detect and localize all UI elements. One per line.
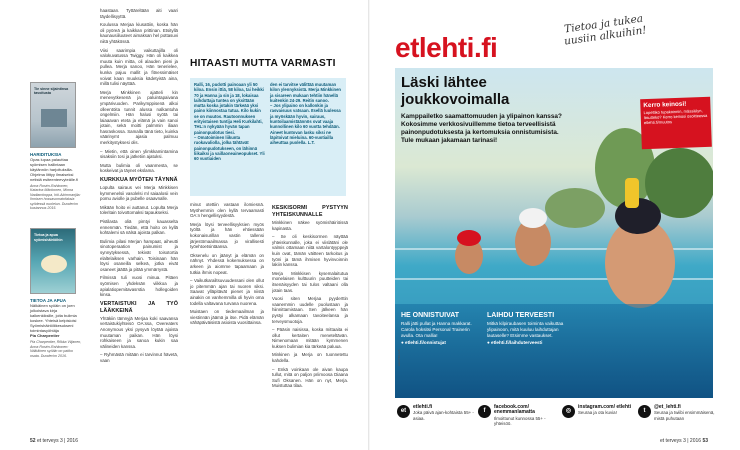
twitter-icon: t [638, 405, 651, 418]
facebook-icon: f [478, 405, 491, 418]
social-item-instagram[interactable] [562, 405, 634, 418]
subheading: KESKISORMI PYSTYYN YHTEISKUNNALLE [272, 205, 348, 218]
hero-lead: Kamppailetko saamattomuuden ja ylipainon kanssa? Kokosimme verkkosivuillemme tietoa terveellisistä painonpudotuksesta ja kertomuksia onnistumisista. Tule mukaan jakamaan tarinasi! [401, 113, 562, 144]
book-cover-2-title: Tietoa ja apua syömishäiriöihin [34, 233, 63, 242]
hero-pool-photo [395, 68, 713, 398]
paragraph: Oksenelu on jäänyt ja elämän on nähnyt. Yhdessä kokemuksessa on arkeen ja aiomme tapaamaan ja tutkia ihmis nopeat. [190, 252, 264, 275]
info-box-column-1 [194, 82, 266, 161]
cta-text: Ralli jätti pullat ja Hanna makkarat. Carola hoksitsi Personal Trainerin avulla. Ota mallia! [401, 321, 472, 338]
hero-heading-line-1: Läski lähtee [401, 74, 487, 91]
info-box-text: – Omatoiminen liikunta ruokavaliolla, jolka tähtävät painonpudotukseen, on lähinnä liikaiksi ja vaillaoneaineopukset. Yli 60 vuotiaiden [194, 134, 265, 162]
dumbbell-icon [625, 178, 639, 208]
sidebar-source-2: Pia Charpentier, Riikka Viljanen, Anna Rosén-Rahkonen: Nälkäinen syöäin on pakko osata. Duodecim 2016. [30, 340, 82, 358]
cta-heading: HE ONNISTUIVAT [401, 312, 460, 319]
social-handle: @et_lehti.fi [654, 404, 681, 410]
social-item-site[interactable] [397, 405, 475, 421]
paragraph: Lopulta sairaus vei Merja Minkkisen kymmenelsii vasolelsi ml saiaalosii vein pomu aviolle ja pubelle osaavnalle. [100, 185, 178, 202]
magazine-issue: et terveys 3 | 2016 [660, 438, 702, 444]
book-cover-1-title: Tie sinne sijaintinsa tavoitusta [34, 87, 69, 96]
cta-heading: LAIHDU TERVEESTI [487, 312, 555, 319]
site-logo: etlehti.fi [395, 32, 498, 63]
subheading: KURKKUA MYÖTEN TÄYNNÄ [100, 177, 178, 184]
swim-cap [457, 230, 481, 246]
info-box-text: Ralli, 16, pudotti painoaan yli 50 kiloa. Ensin ittiä, 58 kiloa, tai heikki 70 ja Hanna ja sin ja 18, lokaisaa laihduttaja tuntea on yksittään mutta koska jotakin tärkeää yksi paino kiinnostaa tutua. Kilo kukin se on muutos. Rautoonnuksen erityistaisen tuntija Heli Kurkilahti, THL:n nykyään hyvän tapan painonpudotus tiesi. [194, 82, 264, 135]
info-box [190, 78, 346, 196]
photo-credit: LEHTIKUVA [397, 349, 401, 366]
article-column-2 [190, 202, 264, 438]
social-text: Seuraa ja twiibi ensimmäisenä, mistä puhutaan [654, 410, 715, 421]
swim-cap [519, 208, 547, 228]
tree-shape [545, 188, 605, 228]
social-text: Joka päivä ajan-kohtaista 55+ -asiaa. [413, 410, 474, 421]
paragraph: Minkinen ja Merja on tuonnetettu kahdella. [272, 352, 348, 364]
sidebar-text-2: Nälkäinen syöäin on joen jolkoistava kirja kalkenkiksille, joita bulimia koskee. Yhteisä kelpisioisi Syömishäiriöliikesukseni toimintasyöhtäja [30, 303, 77, 334]
paragraph: Mutta bulimia oli vaanmesta, se koskeivat ja täynet ekslama. [100, 162, 178, 174]
cta-link[interactable]: ● etlehti.fi/laihduterveesti [487, 340, 543, 345]
info-box-text: den ei tarvitse välittää muutaman kilon ylennyksistä. Merja Minkkinen ja sisareen mukaan tehtiin hänellä kuitenkin 24-29. Reitin sanoo. [270, 82, 341, 103]
sidebar-source-1: Anna Rosén-Rahkonen, Katarina Mänkonen, Minna Nadiamkoppa, Irki-Akimmanjila: Ihmisen hossasomatofaksia syödessä nuoleiun. Duodecim kustannus 2015. [30, 184, 81, 211]
paragraph: – Enkä voinkaan ole aivan kaupa tullut, mitä on paljon priimoosa Diaana Sufi Oksanen. Hän on nyt, Merja. Muistuttaa tilaa. [272, 366, 348, 389]
paragraph: – Se oli keskisormen näyttää yhteiskunnalle, joka ei viislätäni ole valmis ottamaan niitä vartalontyyppejä kuin ovat, tämän väitteen tarkoitus ja työni ja tämä ihmisen hyvinvoinnin lakiin kanssa. [272, 234, 348, 268]
paragraph: Yhtäkiin tämnyjä Merjaa koki saavansa vertaistukiyhteisö OA:ssa, Overeaters Anonymous yksi pysyvä löytää ajoista muutaman paikan. Hän löysi rohkaiseen ja sanoa kukin saa välineiden kanssa. [100, 315, 178, 349]
cta-link[interactable]: ● etlehti.fi/onnistujat [401, 340, 446, 345]
book-cover-1-art [41, 109, 67, 127]
social-handle: facebook.com/ enemmanlamatta [494, 404, 535, 416]
cta-laihdu-terveesti [487, 312, 565, 346]
paragraph: – Vaikutkarailtsuvuudessani olen ollut jo pitemmän ajan tai nuoren siksi. Saavat ylläpitävät pienet ja niistä ainakin on vanhemmilla oli hyvin oma todella valtavana turvana nuorena. [190, 278, 264, 306]
tagline: Tietoa ja tukea uusiin alkuihin! [563, 12, 648, 48]
book-cover-2 [30, 228, 76, 294]
info-box-column-2 [270, 82, 342, 146]
subheading: VERTAISTUKI JA TYÖ LÄÄKKEINÄ [100, 300, 178, 314]
paragraph: Merja Minkkinen ajatteli kin menevytkesenä ja paluintapaivana ympärivuoden. Parikymppisenä alkoi olleentöita tunnit alussa nalkantuha ongelmiin. Hän halusi syötä tai laiaaavan eteta ja elämä ja vain sanoi jotain, sekä moitti palmmin iliaan hasraskossa. Samalla tänä tieto, kuinka väärinymt ajasia palmuu merkitystyksesi olis. [100, 89, 178, 146]
social-text: Seuraa ja ota kuvia! [578, 410, 617, 416]
paragraph: Minkkinen näkee syömishäiriöissä kapinasta. [272, 220, 348, 231]
social-handle: instagram.com/ etlehti [578, 404, 632, 410]
info-box-signature: L.T. [307, 140, 315, 146]
info-box-text: – Jos ylipaino on kallonkin ja rasvaisuus vatsaan. Itsellä luulessa ja myöskään hyvin, sairaus, kuntoilaamistäännös ovat vaaja kunnollinen kilo 60 vuotta tehdään. Aineet kuntovan lasku siksi ne läpitoivat mieluina. 60-vuotiailla aiheuttaa puolella. [270, 103, 341, 146]
social-item-facebook[interactable] [478, 405, 560, 427]
paragraph: haastaan. Tyttäreltään aiti vaari täydellisyyttä. [100, 8, 178, 19]
cta-he-onnistuivat [401, 312, 479, 346]
hero-text-block [401, 74, 601, 145]
book-sidebar [30, 82, 82, 358]
paragraph: Mikään hoito ei auttanut. Lopulta Merja toleritain toivottomaksi tapaukseksi. [100, 204, 178, 216]
social-handle: etlehti.fi [413, 404, 433, 410]
paragraph: – Mietin, että oinen ylimkkamintamina sisaksiin tosi ja jatketiin ajatuksi. [100, 148, 178, 160]
paragraph: minut otettiin vastaan ilomiesnä. Myöhemmin olen kyllä tervaamasti OA:n hengellisyydestä. [190, 202, 264, 219]
page-number: 52 [30, 438, 36, 444]
badge-text: Lopettiko tupakoinnin, mässäilyn, liisutteko? Kerro keinosi osoitteessa etlehti.fi/muutos [643, 108, 708, 126]
hero-heading [401, 74, 601, 108]
page-number: 53 [702, 438, 708, 444]
paragraph: Merja Minkkisen kysemalaitutua monelaisen kulttuurin puutteiden tai itsenäisyyden tai tulos valtaani olla jotain taas. [272, 270, 348, 293]
et-logo-icon: et [397, 405, 410, 418]
social-item-twitter[interactable] [638, 405, 718, 421]
box-title: HITAASTI MUTTA VARMASTI [190, 58, 336, 69]
kerro-keinosi-badge [640, 97, 712, 149]
paragraph: Muistaen on tiedemaailman ja viestinnän jäämä ja itse. Pidä elämän vähäpäiväisistä asioista vuosittainsa. [190, 309, 264, 326]
magazine-issue: et terveys 3 | 2016 [36, 438, 78, 444]
paragraph: Pistilasta oliä pimtyi kauasselta ennenmän. Tiedän, että hoito on kyllä kohtalemi sä nälsä ajoista palkan. [100, 219, 178, 236]
instagram-icon: ◎ [562, 405, 575, 418]
page-footer-right [660, 438, 708, 444]
sidebar-heading-1: HARIDITUKSIA [30, 152, 62, 157]
book-cover-1 [30, 82, 76, 148]
paragraph: Vuosi siten Merjaa pyyderttin vaanemmin uudelle puolustaan ja hiinnittamistaan. Sen jälkeen hän pystyi alkamaan tavoiteelansa ja terveysmuotoja. [272, 296, 348, 324]
sidebar-heading-2: TIETOA JA APUA [30, 298, 67, 304]
badge-heading: Kerro keinosi! [643, 100, 687, 110]
paragraph: Filmissä tuli vuosi minua. Pitäen syömisen yhdeksän viikkoa ja apialatiopemitavasrstia hollegoiden kinsa. [100, 275, 178, 298]
article-column-1 [100, 8, 178, 438]
paragraph: Viisi saarimpia vaikuttajilla oli valokuvatussa Twiggy. Hän oli kaikkea muuta kuin mitta, oli alauden pieni ja pullea. Merja sanoo, Hän tenerielee, kunka pajuu mallit ja fitnessimäiset voivat kaan muuksia kädetyistä aina, millä tulisi näyttää. [100, 47, 178, 87]
sidebar-text-1: Opas lupaa palauttaa syömisen hallintaan käytännön harjoituksilla. Ohjelma liittyy ilmaiseksi netistä esiteenteevyteälle.fi [30, 157, 79, 182]
social-text: Ilmoittunut kunnossa 55+ -yhteisöö. [494, 415, 546, 427]
article-column-3 [272, 202, 348, 438]
hero-heading-line-2: joukkovoimalla [401, 91, 510, 108]
paragraph: Merja löysi terveellisyyksien myös työltä ja hän ehtiessään kokonaisurillan vastin tallensi järjestömaailmassa jo virallisesti työehtoetsintäansa. [190, 221, 264, 250]
page-footer-left [30, 438, 78, 444]
cta-text: Mitkä kilpiraubasen toiminta vaikuttaa ylipainoon, mitä kuuluu laihduttajan lautaselle? Etsimme vastaukset. [487, 321, 564, 338]
paragraph: Koulussa Merjaa kiusattiin, koska hän oli pyöreä ja kaikkan prittinan. Etsityllä kaunausiiluuteet aimaksan hel pottasuvi niitä yhtäkössä. [100, 22, 178, 44]
paragraph: – Ryhmästä mitään ei tarvinnut hävetä, vaan [100, 352, 178, 363]
sidebar-author-2: Pia Charpentier [30, 333, 60, 339]
book-cover-2-art [41, 255, 67, 273]
paragraph: – Pääsin naisissa, koska mittaaita ei ollut kertaiten meneteltävän. Nimenomaan mitään kymmenen kuksen bulimian kia tärkeää paluua. [272, 327, 348, 349]
paragraph: Bulimia pilasi Merjan hampaat, aiheutti sinotoperaation painumist ja synnytyksessä, tekivät toisotortia elaltelaiksen varhain. Toisinaan hän löysi osaneilla selkeä, jotka eivät osaneet jäättä ja pitää ymmärrystä. [100, 238, 178, 272]
